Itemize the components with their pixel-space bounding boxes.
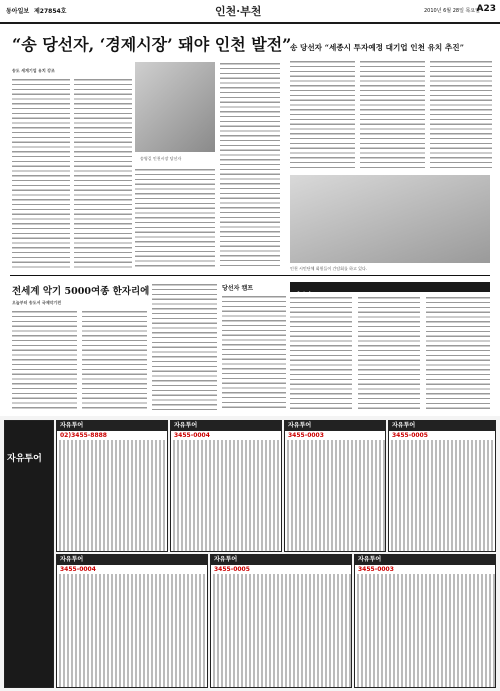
travel-ad-1[interactable] <box>56 420 168 552</box>
brand-name: 자유투어 <box>7 454 42 464</box>
notice-col1 <box>290 296 352 410</box>
ad-body <box>389 440 495 552</box>
right-text-col3 <box>430 60 492 170</box>
main-headline: “송 당선자, ‘경제시장’ 돼야 인천 발전” <box>12 35 292 54</box>
main-photo <box>135 62 215 152</box>
ad-brand: 자유투어 <box>171 421 281 431</box>
left-lower-headline: 전세계 악기 5000여종 한자리에 <box>12 286 150 297</box>
ad-brand: 자유투어 <box>57 555 207 565</box>
notice-col2 <box>358 296 420 410</box>
ad-body <box>355 574 495 688</box>
ad-phone: 3455-0004 <box>60 566 96 573</box>
mid-lower-headline: 당선자 캠프 <box>222 285 254 292</box>
left-lower-subhead: 오늘부터 송도서 국제악기전 <box>12 300 62 305</box>
left-lower-col3 <box>152 283 217 410</box>
ad-phone: 3455-0004 <box>174 432 210 439</box>
ad-body <box>285 440 385 552</box>
travel-ad-2[interactable] <box>170 420 282 552</box>
main-text-col4 <box>220 62 280 267</box>
mid-lower-col <box>222 295 286 410</box>
issue-number: 제27854호 <box>34 8 67 15</box>
ad-phone: 02)3455-8888 <box>60 432 107 439</box>
ad-body <box>57 440 167 552</box>
page-header <box>0 0 500 24</box>
date: 2010년 6월 28일 목요일 <box>423 8 480 14</box>
right-headline: 송 당선자 “세종시 투자예정 대기업 인천 유치 추진” <box>290 43 464 52</box>
ad-body <box>211 574 351 688</box>
page-number: A23 <box>476 4 496 14</box>
advertisement-area <box>0 416 500 691</box>
ad-brand: 자유투어 <box>355 555 495 565</box>
left-lower-col2 <box>82 310 147 410</box>
right-text-col2 <box>360 60 425 170</box>
ad-phone: 3455-0005 <box>214 566 250 573</box>
right-text-col1 <box>290 60 355 170</box>
ad-phone: 3455-0003 <box>288 432 324 439</box>
ad-brand: 자유투어 <box>57 421 167 431</box>
main-text-col2 <box>74 78 132 268</box>
travel-ad-4[interactable] <box>388 420 496 552</box>
travel-ad-3[interactable] <box>284 420 386 552</box>
ad-brand: 자유투어 <box>211 555 351 565</box>
travel-ad-6[interactable] <box>210 554 352 688</box>
right-photo <box>290 175 490 263</box>
ad-body <box>171 440 281 552</box>
main-text-col1 <box>12 78 70 268</box>
main-photo-caption: 송영길 인천시장 당선자 <box>140 156 182 161</box>
divider <box>10 275 490 276</box>
left-lower-col1 <box>12 310 77 410</box>
travel-ad-7[interactable] <box>354 554 496 688</box>
ad-brand: 자유투어 <box>389 421 495 431</box>
ad-phone: 3455-0003 <box>358 566 394 573</box>
section-title: 인천·부천 <box>215 5 262 18</box>
paper-name: 동아일보 <box>6 8 30 15</box>
ad-body <box>57 574 207 688</box>
travel-ad-side[interactable] <box>4 420 54 688</box>
ad-phone: 3455-0005 <box>392 432 428 439</box>
main-subhead: 송도 세계기업 유치 강조 <box>12 68 55 73</box>
notice-col3 <box>426 296 490 410</box>
main-text-col3 <box>135 168 215 268</box>
travel-ad-5[interactable] <box>56 554 208 688</box>
ad-brand: 자유투어 <box>285 421 385 431</box>
right-photo-caption: 인천 시민단체 회원들이 간담회를 하고 있다. <box>290 266 368 271</box>
notice-bar <box>290 282 490 292</box>
